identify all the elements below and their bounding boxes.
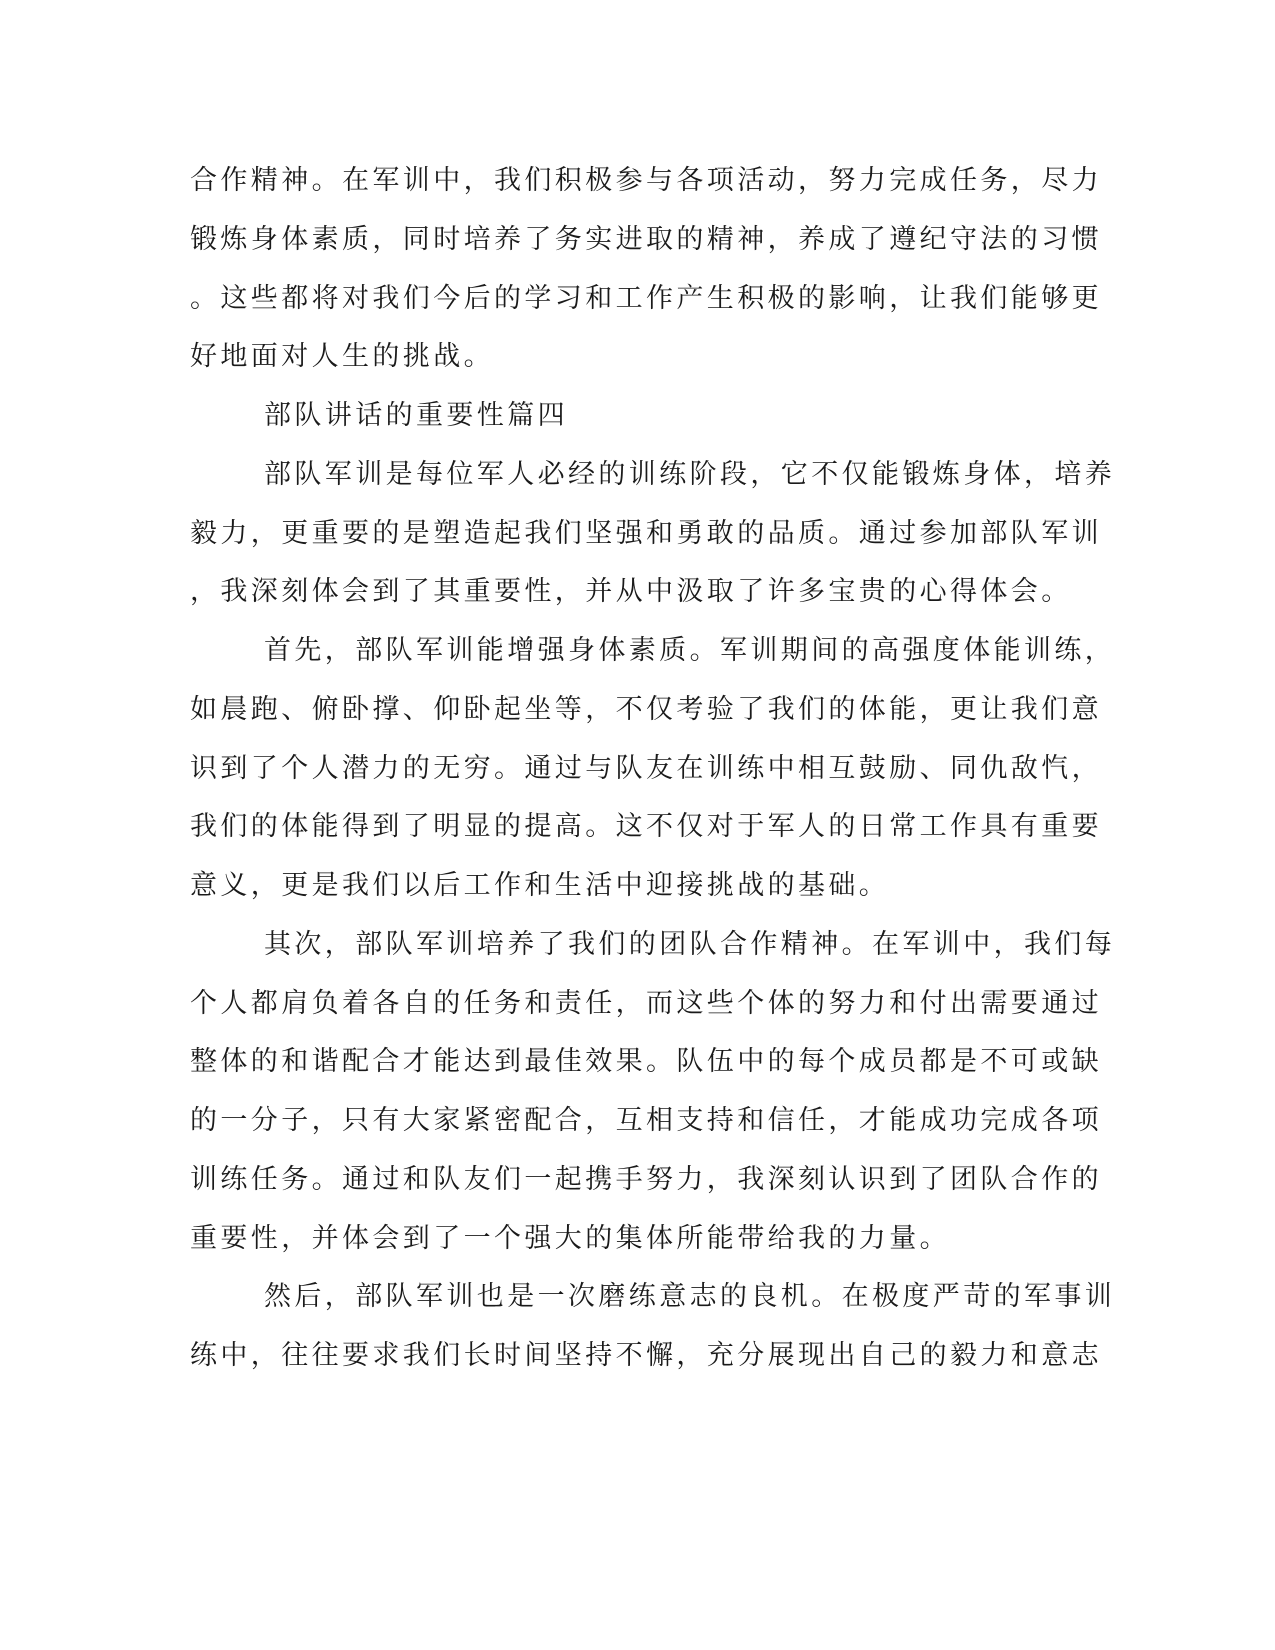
text-line: 整体的和谐配合才能达到最佳效果。队伍中的每个成员都是不可或缺 (190, 1046, 1102, 1077)
text-line: 的一分子，只有大家紧密配合，互相支持和信任，才能成功完成各项 (190, 1105, 1102, 1136)
text-line: 识到了个人潜力的无穷。通过与队友在训练中相互鼓励、同仇敌忾， (190, 753, 1102, 784)
text-line: 如晨跑、俯卧撑、仰卧起坐等，不仅考验了我们的体能，更让我们意 (190, 694, 1102, 725)
text-line: 练中，往往要求我们长时间坚持不懈，充分展现出自己的毅力和意志 (190, 1340, 1102, 1371)
text-line: 毅力，更重要的是塑造起我们坚强和勇敢的品质。通过参加部队军训 (190, 518, 1102, 549)
text-line: 重要性，并体会到了一个强大的集体所能带给我的力量。 (190, 1223, 950, 1254)
text-line: 我们的体能得到了明显的提高。这不仅对于军人的日常工作具有重要 (190, 811, 1102, 842)
text-line: 部队军训是每位军人必经的训练阶段，它不仅能锻炼身体，培养 (264, 459, 1116, 490)
text-line: 首先，部队军训能增强身体素质。军训期间的高强度体能训练， (264, 635, 1116, 666)
text-line: 意义，更是我们以后工作和生活中迎接挑战的基础。 (190, 870, 890, 901)
text-line: 训练任务。通过和队友们一起携手努力，我深刻认识到了团队合作的 (190, 1164, 1102, 1195)
text-line: 个人都肩负着各自的任务和责任，而这些个体的努力和付出需要通过 (190, 988, 1102, 1019)
text-line: 然后，部队军训也是一次磨练意志的良机。在极度严苛的军事训 (264, 1281, 1116, 1312)
text-line: 其次，部队军训培养了我们的团队合作精神。在军训中，我们每 (264, 929, 1116, 960)
text-line: ，我深刻体会到了其重要性，并从中汲取了许多宝贵的心得体会。 (190, 576, 1072, 607)
text-line: 合作精神。在军训中，我们积极参与各项活动，努力完成任务，尽力 (190, 165, 1102, 196)
section-heading: 部队讲话的重要性篇四 (264, 400, 568, 431)
text-line: 。这些都将对我们今后的学习和工作产生积极的影响，让我们能够更 (190, 283, 1102, 314)
text-line: 好地面对人生的挑战。 (190, 341, 494, 372)
text-line: 锻炼身体素质，同时培养了务实进取的精神，养成了遵纪守法的习惯 (190, 224, 1102, 255)
